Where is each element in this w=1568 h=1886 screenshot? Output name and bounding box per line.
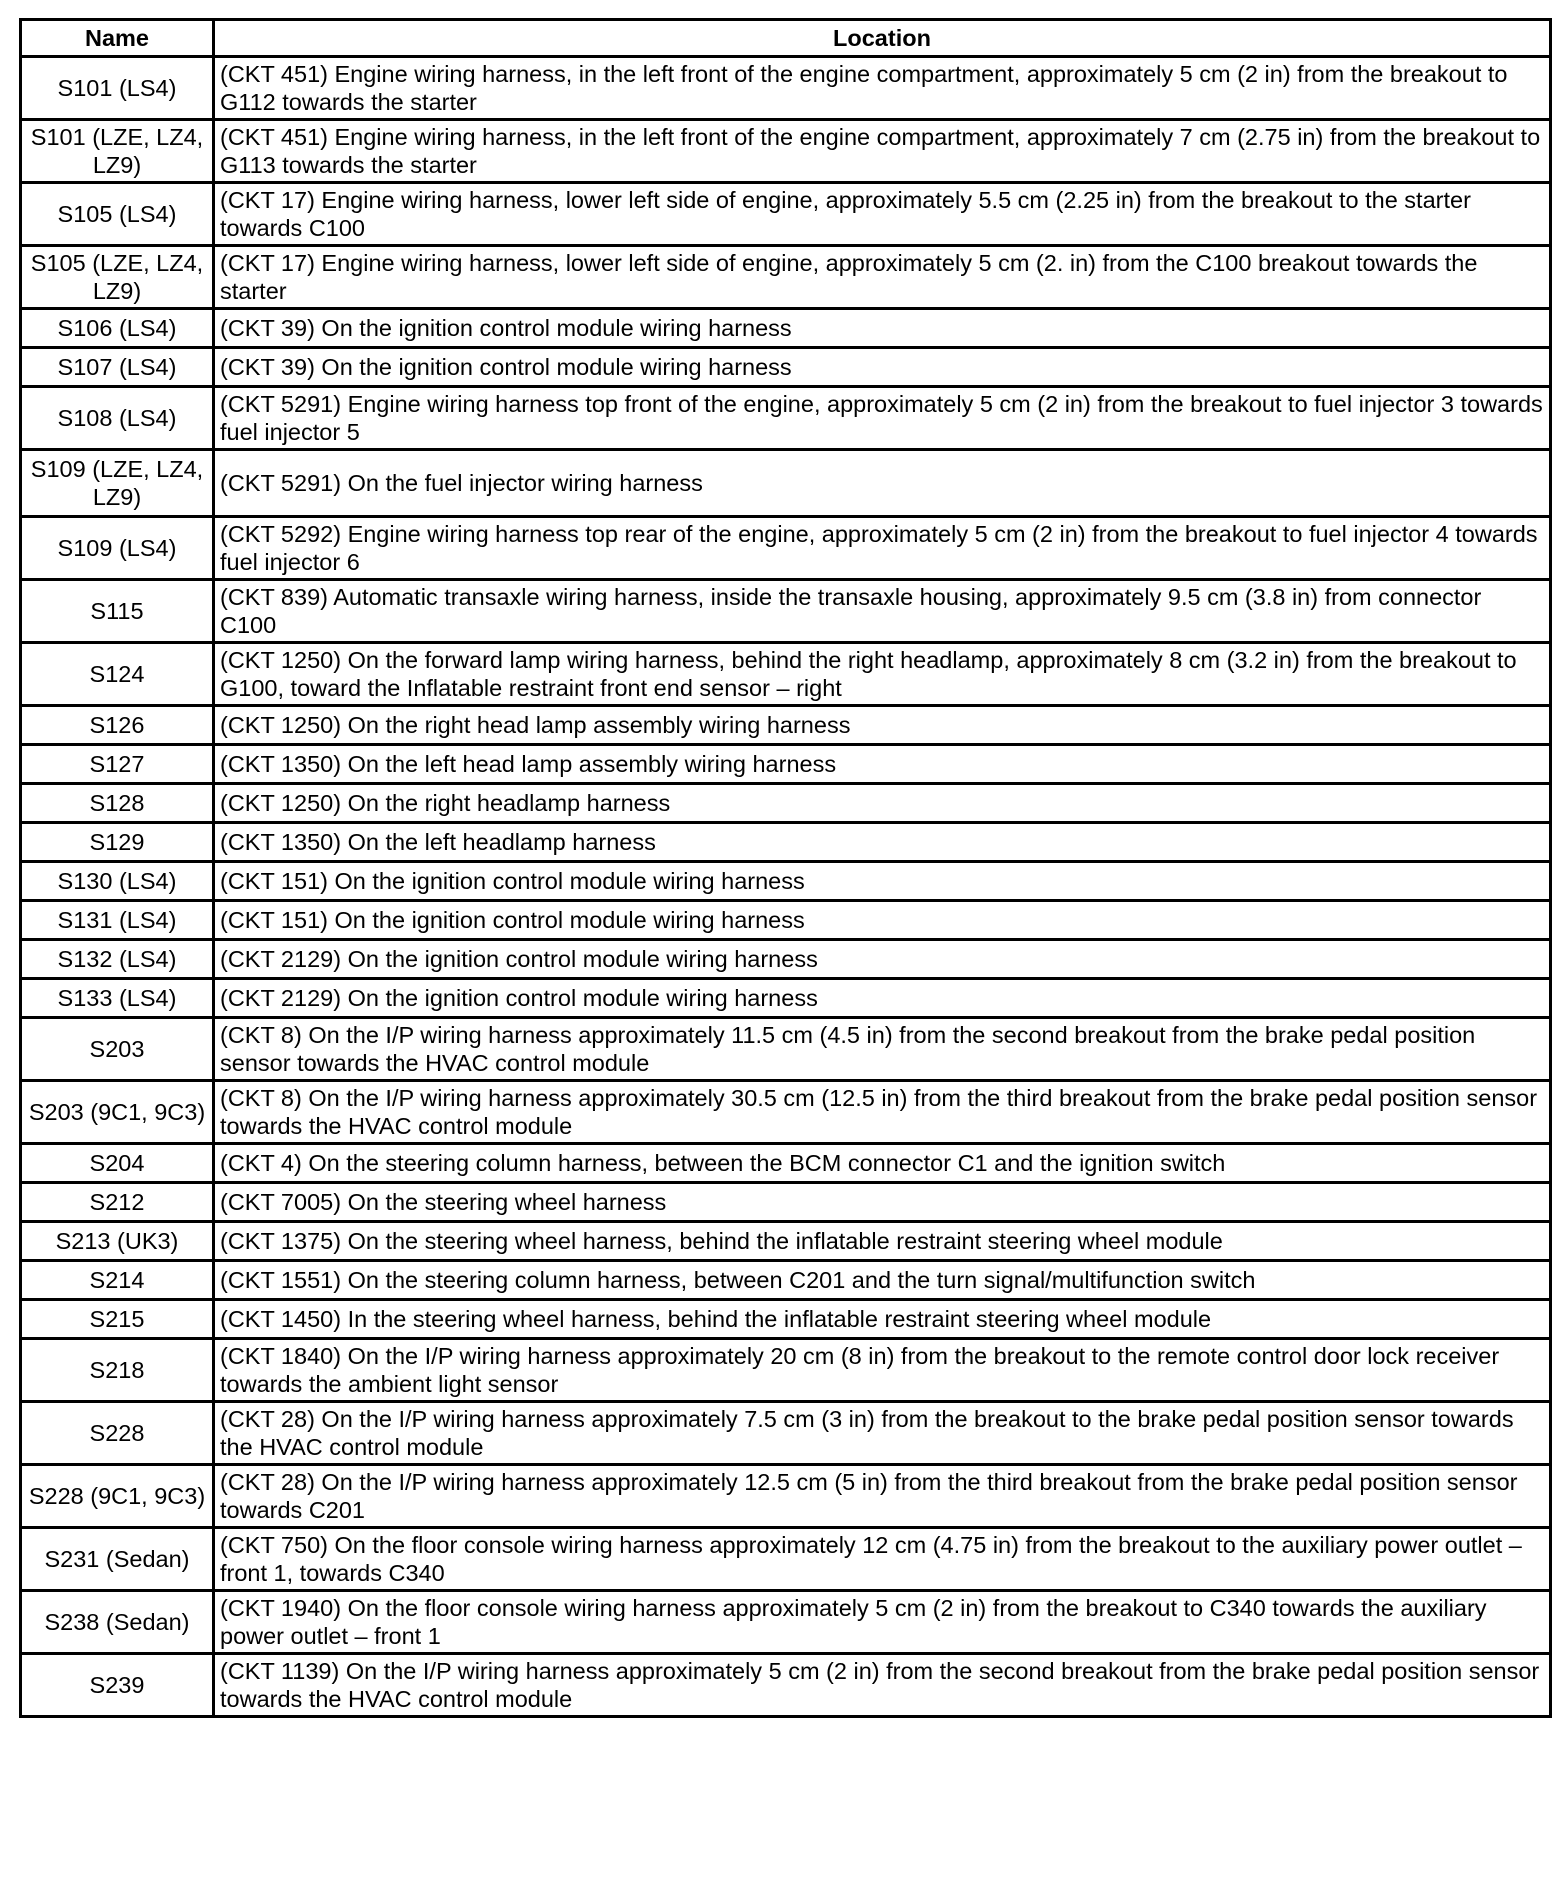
row-location-cell: (CKT 39) On the ignition control module wiring harness [214,348,1551,387]
row-location-cell: (CKT 750) On the floor console wiring harness approximately 12 cm (4.75 in) from the breakout to the auxiliary power outlet – front 1, towards C340 [214,1528,1551,1591]
column-header-location: Location [214,20,1551,57]
table-row [21,1339,1551,1402]
row-location-cell: (CKT 151) On the ignition control module wiring harness [214,901,1551,940]
row-name-cell: S203 [21,1018,214,1081]
row-name-cell: S228 (9C1, 9C3) [21,1465,214,1528]
row-location-cell: (CKT 28) On the I/P wiring harness approximately 7.5 cm (3 in) from the breakout to the brake pedal position sensor towards the HVAC control module [214,1402,1551,1465]
table-row [21,183,1551,246]
row-name-cell: S105 (LS4) [21,183,214,246]
table-row [21,784,1551,823]
row-name-cell: S106 (LS4) [21,309,214,348]
table-row [21,120,1551,183]
row-location-cell: (CKT 5291) On the fuel injector wiring harness [214,450,1551,517]
row-location-cell: (CKT 1350) On the left headlamp harness [214,823,1551,862]
row-location-cell: (CKT 1250) On the forward lamp wiring harness, behind the right headlamp, approximately 8 cm (3.2 in) from the breakout to G100, toward the Inflatable restraint front end sensor – right [214,643,1551,706]
row-name-cell: S228 [21,1402,214,1465]
table-row [21,745,1551,784]
row-location-cell: (CKT 7005) On the steering wheel harness [214,1183,1551,1222]
row-name-cell: S133 (LS4) [21,979,214,1018]
row-name-cell: S203 (9C1, 9C3) [21,1081,214,1144]
table-row [21,309,1551,348]
row-name-cell: S107 (LS4) [21,348,214,387]
row-location-cell: (CKT 17) Engine wiring harness, lower left side of engine, approximately 5 cm (2. in) from the C100 breakout towards the starter [214,246,1551,309]
row-location-cell: (CKT 1250) On the right headlamp harness [214,784,1551,823]
row-name-cell: S108 (LS4) [21,387,214,450]
table-row [21,246,1551,309]
row-name-cell: S109 (LZE, LZ4, LZ9) [21,450,214,517]
table-row [21,1402,1551,1465]
row-location-cell: (CKT 151) On the ignition control module wiring harness [214,862,1551,901]
table-row [21,1465,1551,1528]
row-name-cell: S131 (LS4) [21,901,214,940]
row-name-cell: S132 (LS4) [21,940,214,979]
row-name-cell: S101 (LS4) [21,57,214,120]
table-row [21,517,1551,580]
table-row [21,862,1551,901]
row-location-cell: (CKT 1139) On the I/P wiring harness approximately 5 cm (2 in) from the second breakout from the brake pedal position sensor towards the HVAC control module [214,1654,1551,1717]
table-row [21,979,1551,1018]
row-location-cell: (CKT 451) Engine wiring harness, in the left front of the engine compartment, approximately 7 cm (2.75 in) from the breakout to G113 towards the starter [214,120,1551,183]
row-location-cell: (CKT 17) Engine wiring harness, lower left side of engine, approximately 5.5 cm (2.25 in) from the breakout to the starter towards C100 [214,183,1551,246]
splice-location-table-container [19,18,1549,1718]
row-name-cell: S214 [21,1261,214,1300]
row-location-cell: (CKT 1940) On the floor console wiring harness approximately 5 cm (2 in) from the breakout to C340 towards the auxiliary power outlet – front 1 [214,1591,1551,1654]
row-name-cell: S239 [21,1654,214,1717]
splice-location-table [19,18,1552,1718]
row-location-cell: (CKT 5291) Engine wiring harness top front of the engine, approximately 5 cm (2 in) from the breakout to fuel injector 3 towards fuel injector 5 [214,387,1551,450]
row-name-cell: S128 [21,784,214,823]
row-name-cell: S213 (UK3) [21,1222,214,1261]
table-row [21,1261,1551,1300]
table-row [21,348,1551,387]
row-location-cell: (CKT 8) On the I/P wiring harness approximately 11.5 cm (4.5 in) from the second breakout from the brake pedal position sensor towards the HVAC control module [214,1018,1551,1081]
row-name-cell: S124 [21,643,214,706]
row-location-cell: (CKT 5292) Engine wiring harness top rear of the engine, approximately 5 cm (2 in) from the breakout to fuel injector 4 towards fuel injector 6 [214,517,1551,580]
table-row [21,823,1551,862]
row-location-cell: (CKT 1350) On the left head lamp assembly wiring harness [214,745,1551,784]
row-location-cell: (CKT 4) On the steering column harness, between the BCM connector C1 and the ignition switch [214,1144,1551,1183]
table-row [21,580,1551,643]
row-location-cell: (CKT 8) On the I/P wiring harness approximately 30.5 cm (12.5 in) from the third breakout from the brake pedal position sensor towards the HVAC control module [214,1081,1551,1144]
table-row [21,1591,1551,1654]
row-name-cell: S126 [21,706,214,745]
table-row [21,450,1551,517]
row-location-cell: (CKT 2129) On the ignition control module wiring harness [214,979,1551,1018]
row-name-cell: S127 [21,745,214,784]
row-location-cell: (CKT 2129) On the ignition control module wiring harness [214,940,1551,979]
table-row [21,1528,1551,1591]
table-row [21,1018,1551,1081]
row-name-cell: S212 [21,1183,214,1222]
table-row [21,1183,1551,1222]
table-row [21,387,1551,450]
row-location-cell: (CKT 451) Engine wiring harness, in the left front of the engine compartment, approximately 5 cm (2 in) from the breakout to G112 towards the starter [214,57,1551,120]
row-location-cell: (CKT 1450) In the steering wheel harness, behind the inflatable restraint steering wheel module [214,1300,1551,1339]
row-location-cell: (CKT 1551) On the steering column harness, between C201 and the turn signal/multifunction switch [214,1261,1551,1300]
table-row [21,1081,1551,1144]
row-location-cell: (CKT 1375) On the steering wheel harness, behind the inflatable restraint steering wheel module [214,1222,1551,1261]
row-name-cell: S105 (LZE, LZ4, LZ9) [21,246,214,309]
row-location-cell: (CKT 1250) On the right head lamp assembly wiring harness [214,706,1551,745]
row-location-cell: (CKT 839) Automatic transaxle wiring harness, inside the transaxle housing, approximately 9.5 cm (3.8 in) from connector C100 [214,580,1551,643]
table-row [21,1300,1551,1339]
table-row [21,1222,1551,1261]
row-name-cell: S109 (LS4) [21,517,214,580]
row-name-cell: S115 [21,580,214,643]
table-row [21,57,1551,120]
row-name-cell: S231 (Sedan) [21,1528,214,1591]
row-location-cell: (CKT 39) On the ignition control module wiring harness [214,309,1551,348]
column-header-name: Name [21,20,214,57]
table-row [21,706,1551,745]
row-name-cell: S130 (LS4) [21,862,214,901]
row-location-cell: (CKT 1840) On the I/P wiring harness approximately 20 cm (8 in) from the breakout to the remote control door lock receiver towards the ambient light sensor [214,1339,1551,1402]
row-name-cell: S204 [21,1144,214,1183]
row-name-cell: S129 [21,823,214,862]
row-name-cell: S101 (LZE, LZ4, LZ9) [21,120,214,183]
row-name-cell: S218 [21,1339,214,1402]
table-row [21,1144,1551,1183]
table-row [21,901,1551,940]
table-header-row [21,20,1551,57]
table-row [21,1654,1551,1717]
row-name-cell: S215 [21,1300,214,1339]
row-name-cell: S238 (Sedan) [21,1591,214,1654]
table-row [21,940,1551,979]
row-location-cell: (CKT 28) On the I/P wiring harness approximately 12.5 cm (5 in) from the third breakout from the brake pedal position sensor towards C201 [214,1465,1551,1528]
table-row [21,643,1551,706]
